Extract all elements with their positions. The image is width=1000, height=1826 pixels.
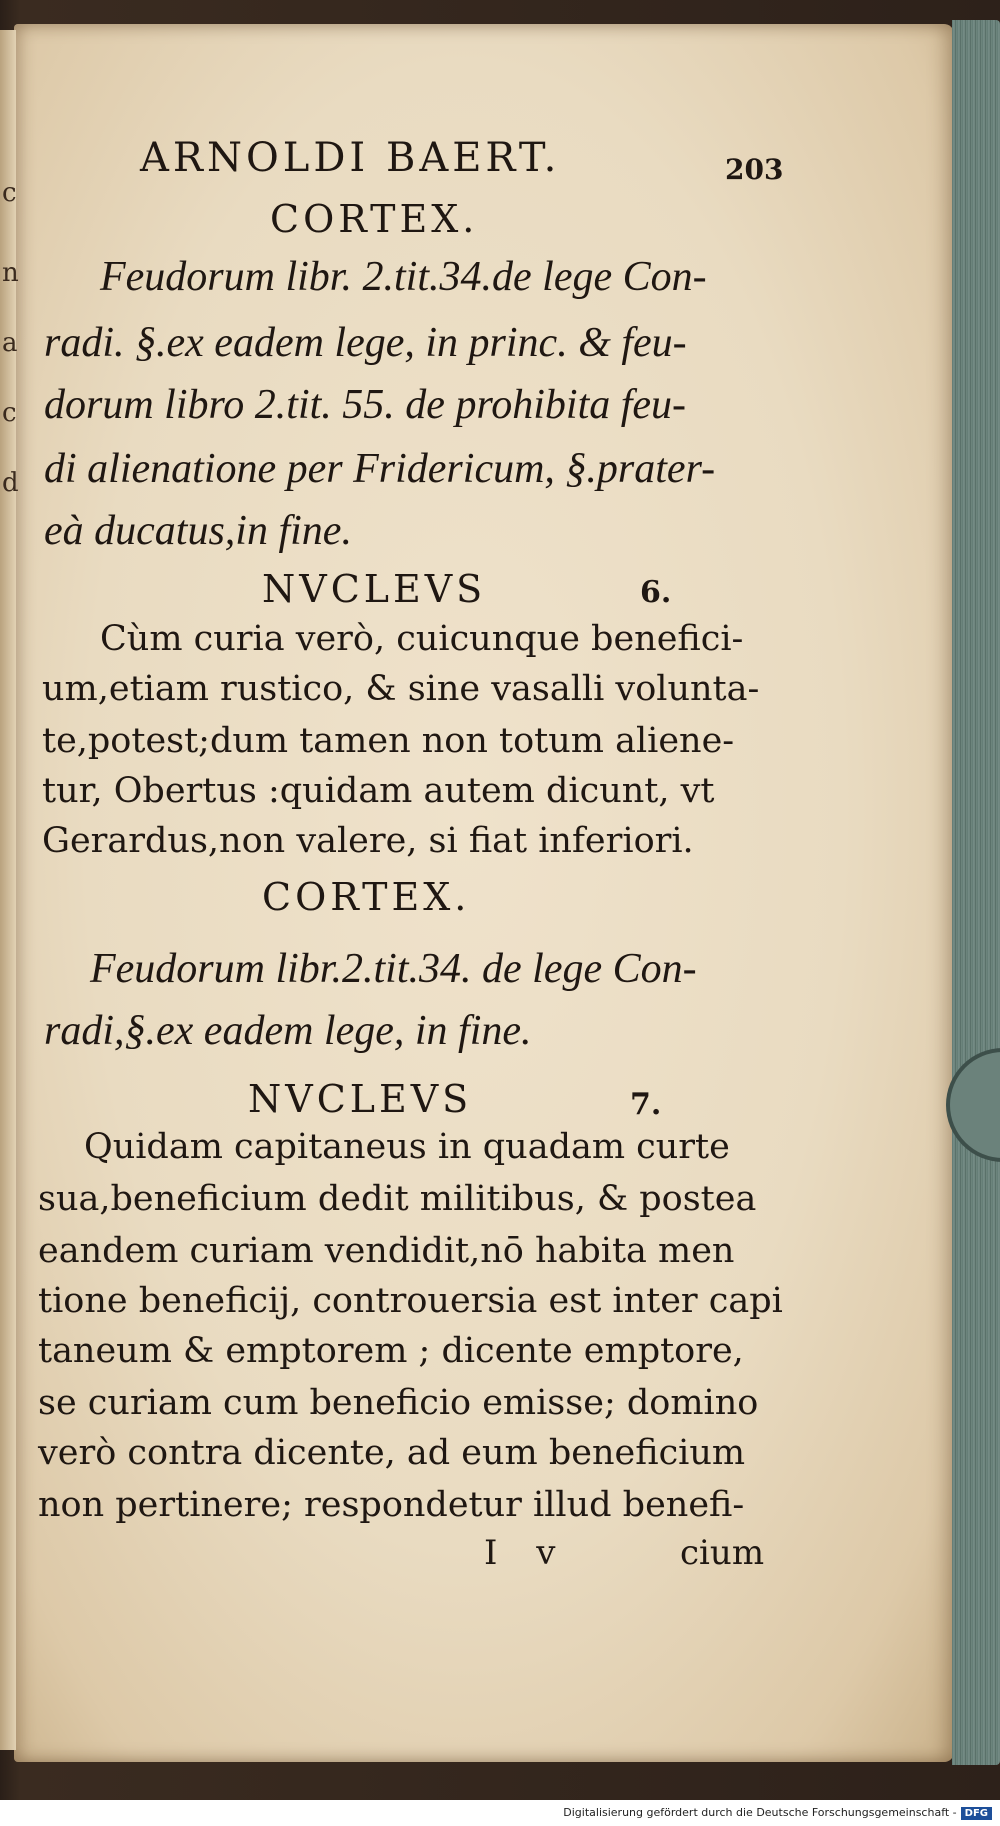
section-heading-nucleus: NVCLEVS: [248, 1077, 473, 1121]
text-line: eà ducatus,in fine.: [44, 508, 352, 554]
nucleus-number: 6.: [640, 575, 672, 610]
catchword: cium: [680, 1533, 765, 1573]
left-margin-fragment: d: [2, 468, 19, 498]
text-line: Feudorum libr. 2.tit.34.de lege Con-: [100, 254, 707, 300]
text-line: Feudorum libr.2.tit.34. de lege Con-: [90, 946, 697, 992]
text-line: eandem curiam vendidit,nō habita men: [38, 1231, 735, 1271]
text-line: Gerardus,non valere, si fiat inferiori.: [42, 821, 694, 861]
section-heading-nucleus: NVCLEVS: [262, 567, 487, 611]
book-page-edges: [952, 20, 1000, 1765]
text-line: tur, Obertus :quidam autem dicunt, vt: [42, 771, 715, 811]
text-line: dorum libro 2.tit. 55. de prohibita feu-: [44, 382, 687, 428]
page-number: 203: [725, 153, 784, 186]
text-line: tione beneficij, controuersia est inter capi: [38, 1281, 783, 1321]
left-margin-fragment: n: [2, 258, 19, 288]
text-line: radi,§.ex eadem lege, in fine.: [44, 1008, 532, 1054]
dfg-logo: DFG: [961, 1807, 992, 1820]
left-margin-fragment: c: [2, 398, 17, 428]
text-line: di alienatione per Fridericum, §.prater-: [44, 446, 716, 492]
text-line: sua,beneficium dedit militibus, & postea: [38, 1179, 757, 1219]
text-line: se curiam cum beneficio emisse; domino: [38, 1383, 759, 1423]
previous-page-edge: [0, 30, 19, 1750]
text-line: non pertinere; respondetur illud benefi-: [38, 1485, 745, 1525]
nucleus-number: 7.: [630, 1087, 662, 1122]
text-line: Quidam capitaneus in quadam curte: [84, 1127, 730, 1167]
running-head-title: ARNOLDI BAERT.: [140, 135, 561, 181]
section-heading-cortex: CORTEX.: [262, 875, 471, 919]
text-line: taneum & emptorem ; dicente emptore,: [38, 1331, 744, 1371]
text-line: Cùm curia verò, cuicunque benefici-: [100, 619, 744, 659]
text-line: radi. §.ex eadem lege, in princ. & feu-: [44, 320, 687, 366]
digitization-credit: [563, 1806, 992, 1820]
left-margin-fragment: a: [2, 328, 18, 358]
text-line: um,etiam rustico, & sine vasalli volunta-: [42, 669, 760, 709]
left-margin-fragment: c: [2, 178, 17, 208]
text-line: verò contra dicente, ad eum beneficium: [38, 1433, 746, 1473]
section-heading-cortex: CORTEX.: [270, 197, 479, 241]
credit-text: Digitalisierung gefördert durch die Deutsche Forschungsgemeinschaft -: [563, 1806, 957, 1819]
text-line: te,potest;dum tamen non totum aliene-: [42, 721, 735, 761]
signature-mark: I v: [484, 1533, 570, 1573]
